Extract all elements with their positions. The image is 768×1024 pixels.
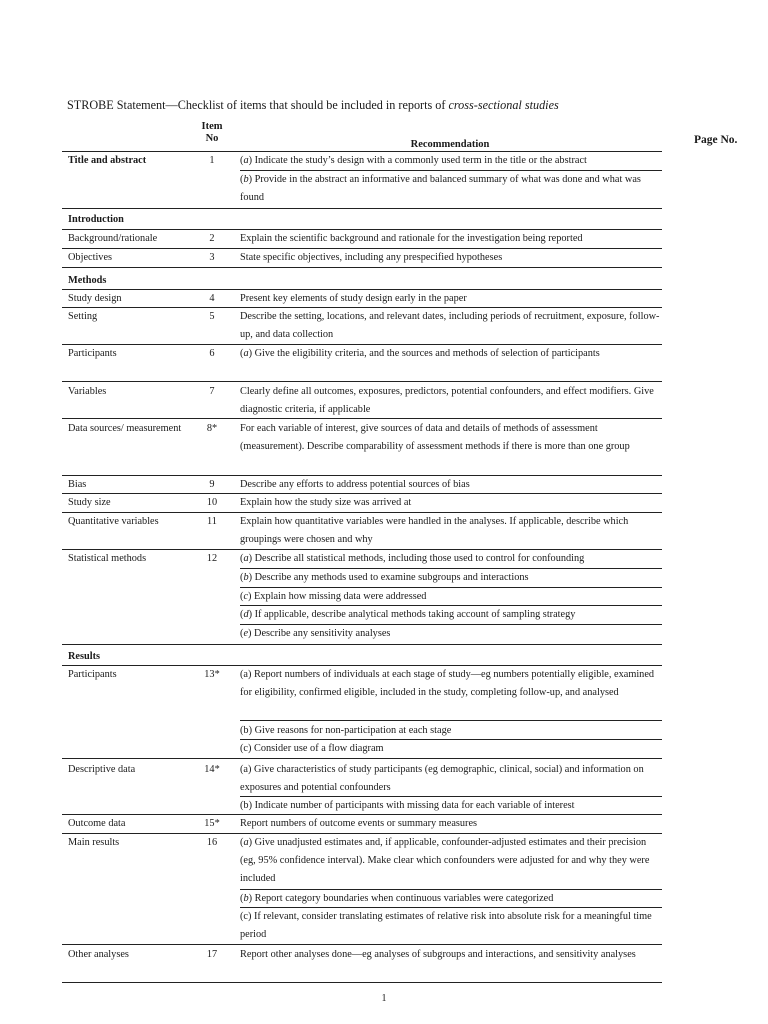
row-item-number: 4 xyxy=(209,293,215,304)
row-topic: Statistical methods xyxy=(68,553,147,564)
row-item-number: 6 xyxy=(209,348,215,359)
row-recommendation: (b) Describe any methods used to examine subgroups and interactions xyxy=(240,572,529,583)
row-rule xyxy=(240,605,662,606)
section-heading: Results xyxy=(68,651,101,662)
row-item-number: 15* xyxy=(204,818,220,829)
row-item-number: 13* xyxy=(204,669,220,680)
row-rule xyxy=(62,267,662,268)
row-rule xyxy=(62,758,662,759)
row-topic: Setting xyxy=(68,311,98,322)
row-rule xyxy=(240,720,662,721)
row-recommendation: Report other analyses done—eg analyses of subgroups and interactions, and sensitivity analyses xyxy=(240,949,636,960)
row-recommendation: Report numbers of outcome events or summary measures xyxy=(240,818,478,829)
page-no-header: Page No. xyxy=(694,134,738,146)
row-topic: Objectives xyxy=(68,252,113,263)
row-rule xyxy=(62,493,662,494)
row-rule xyxy=(62,982,662,983)
row-topic: Descriptive data xyxy=(68,764,136,775)
no-header-label: No xyxy=(205,133,219,144)
row-recommendation: (a) Describe all statistical methods, including those used to control for confounding xyxy=(240,553,585,564)
row-rule xyxy=(62,344,662,345)
row-recommendation: Clearly define all outcomes, exposures, predictors, potential confounders, and effect modifiers. Give diagnostic criteria, if applicable xyxy=(240,386,654,415)
row-topic: Study size xyxy=(68,497,111,508)
item-header-label: Item xyxy=(201,121,223,132)
row-topic: Bias xyxy=(68,479,87,490)
row-item-number: 16 xyxy=(206,837,218,848)
row-recommendation: (c) Explain how missing data were addressed xyxy=(240,591,427,602)
row-topic: Study design xyxy=(68,293,122,304)
row-rule xyxy=(62,814,662,815)
row-topic: Other analyses xyxy=(68,949,129,960)
row-item-number: 2 xyxy=(209,233,215,244)
row-topic: Outcome data xyxy=(68,818,126,829)
row-rule xyxy=(62,549,662,550)
row-recommendation: (b) Indicate number of participants with missing data for each variable of interest xyxy=(240,800,575,811)
row-rule xyxy=(62,833,662,834)
row-topic: Background/rationale xyxy=(68,233,158,244)
row-recommendation: (a) Give characteristics of study participants (eg demographic, clinical, social) and information on exposures and potential confounders xyxy=(240,764,644,793)
section-heading: Methods xyxy=(68,275,107,286)
row-topic: Participants xyxy=(68,348,117,359)
row-rule xyxy=(240,889,662,890)
row-rule xyxy=(240,796,662,797)
page-number: 1 xyxy=(381,993,387,1004)
row-recommendation: Explain the scientific background and rationale for the investigation being reported xyxy=(240,233,583,244)
row-rule xyxy=(240,907,662,908)
row-recommendation: (a) Indicate the study’s design with a commonly used term in the title or the abstract xyxy=(240,155,587,166)
title-emphasis: cross-sectional studies xyxy=(448,98,559,112)
item-no-header xyxy=(197,121,227,145)
row-rule xyxy=(240,170,662,171)
row-topic: Data sources/ measurement xyxy=(68,423,182,434)
row-item-number: 12 xyxy=(206,553,218,564)
row-recommendation: Explain how the study size was arrived at xyxy=(240,497,412,508)
row-item-number: 9 xyxy=(209,479,215,490)
row-recommendation: Describe any efforts to address potential sources of bias xyxy=(240,479,470,490)
row-item-number: 10 xyxy=(206,497,218,508)
row-recommendation: Explain how quantitative variables were handled in the analyses. If applicable, describe which groupings were chosen and why xyxy=(240,516,629,545)
recommendation-header: Recommendation xyxy=(410,139,490,150)
row-recommendation: (a) Give the eligibility criteria, and the sources and methods of selection of participants xyxy=(240,348,600,359)
row-item-number: 7 xyxy=(209,386,215,397)
row-recommendation: (c) Consider use of a flow diagram xyxy=(240,743,384,754)
row-rule xyxy=(240,587,662,588)
row-rule xyxy=(62,208,662,209)
row-rule xyxy=(62,644,662,645)
row-topic: Variables xyxy=(68,386,107,397)
row-item-number: 1 xyxy=(209,155,215,166)
row-rule xyxy=(62,248,662,249)
row-recommendation: For each variable of interest, give sources of data and details of methods of assessment (measurement). Describe comparability of assessment methods if there is more than one group xyxy=(240,423,630,452)
row-rule xyxy=(62,229,662,230)
row-item-number: 11 xyxy=(207,516,217,527)
row-topic: Quantitative variables xyxy=(68,516,159,527)
row-topic: Title and abstract xyxy=(68,155,147,166)
row-rule xyxy=(62,418,662,419)
row-rule xyxy=(62,944,662,945)
row-rule xyxy=(62,475,662,476)
row-recommendation: State specific objectives, including any prespecified hypotheses xyxy=(240,252,503,263)
row-rule xyxy=(62,512,662,513)
row-item-number: 8* xyxy=(206,423,218,434)
section-heading: Introduction xyxy=(68,214,124,225)
row-item-number: 5 xyxy=(209,311,215,322)
row-rule xyxy=(240,739,662,740)
row-recommendation: (c) If relevant, consider translating estimates of relative risk into absolute risk for a meaningful time period xyxy=(240,911,652,940)
document-title xyxy=(67,98,559,113)
row-recommendation: Present key elements of study design early in the paper xyxy=(240,293,467,304)
row-topic: Participants xyxy=(68,669,117,680)
title-text: STROBE Statement—Checklist of items that should be included in reports of xyxy=(67,98,449,112)
row-item-number: 17 xyxy=(206,949,218,960)
row-topic: Main results xyxy=(68,837,120,848)
row-recommendation: (d) If applicable, describe analytical methods taking account of sampling strategy xyxy=(240,609,576,620)
row-item-number: 14* xyxy=(204,764,220,775)
row-item-number: 3 xyxy=(209,252,215,263)
row-recommendation: Describe the setting, locations, and relevant dates, including periods of recruitment, exposure, follow-up, and data collection xyxy=(240,311,660,340)
row-recommendation: (b) Give reasons for non-participation at each stage xyxy=(240,725,452,736)
row-rule xyxy=(240,624,662,625)
row-recommendation: (a) Give unadjusted estimates and, if applicable, confounder-adjusted estimates and their precision (eg, 95% confidence interval). Make clear which confounders were adjusted for and why they were included xyxy=(240,837,650,884)
row-recommendation: (b) Report category boundaries when continuous variables were categorized xyxy=(240,893,554,904)
row-rule xyxy=(62,289,662,290)
row-recommendation: (a) Report numbers of individuals at each stage of study—eg numbers potentially eligible, examined for eligibility, confirmed eligible, included in the study, completing follow-up, and analysed xyxy=(240,669,655,698)
row-rule xyxy=(62,665,662,666)
row-rule xyxy=(240,568,662,569)
row-rule xyxy=(62,381,662,382)
row-rule xyxy=(62,307,662,308)
row-recommendation: (e) Describe any sensitivity analyses xyxy=(240,628,391,639)
row-recommendation: (b) Provide in the abstract an informative and balanced summary of what was done and what was found xyxy=(240,174,641,203)
